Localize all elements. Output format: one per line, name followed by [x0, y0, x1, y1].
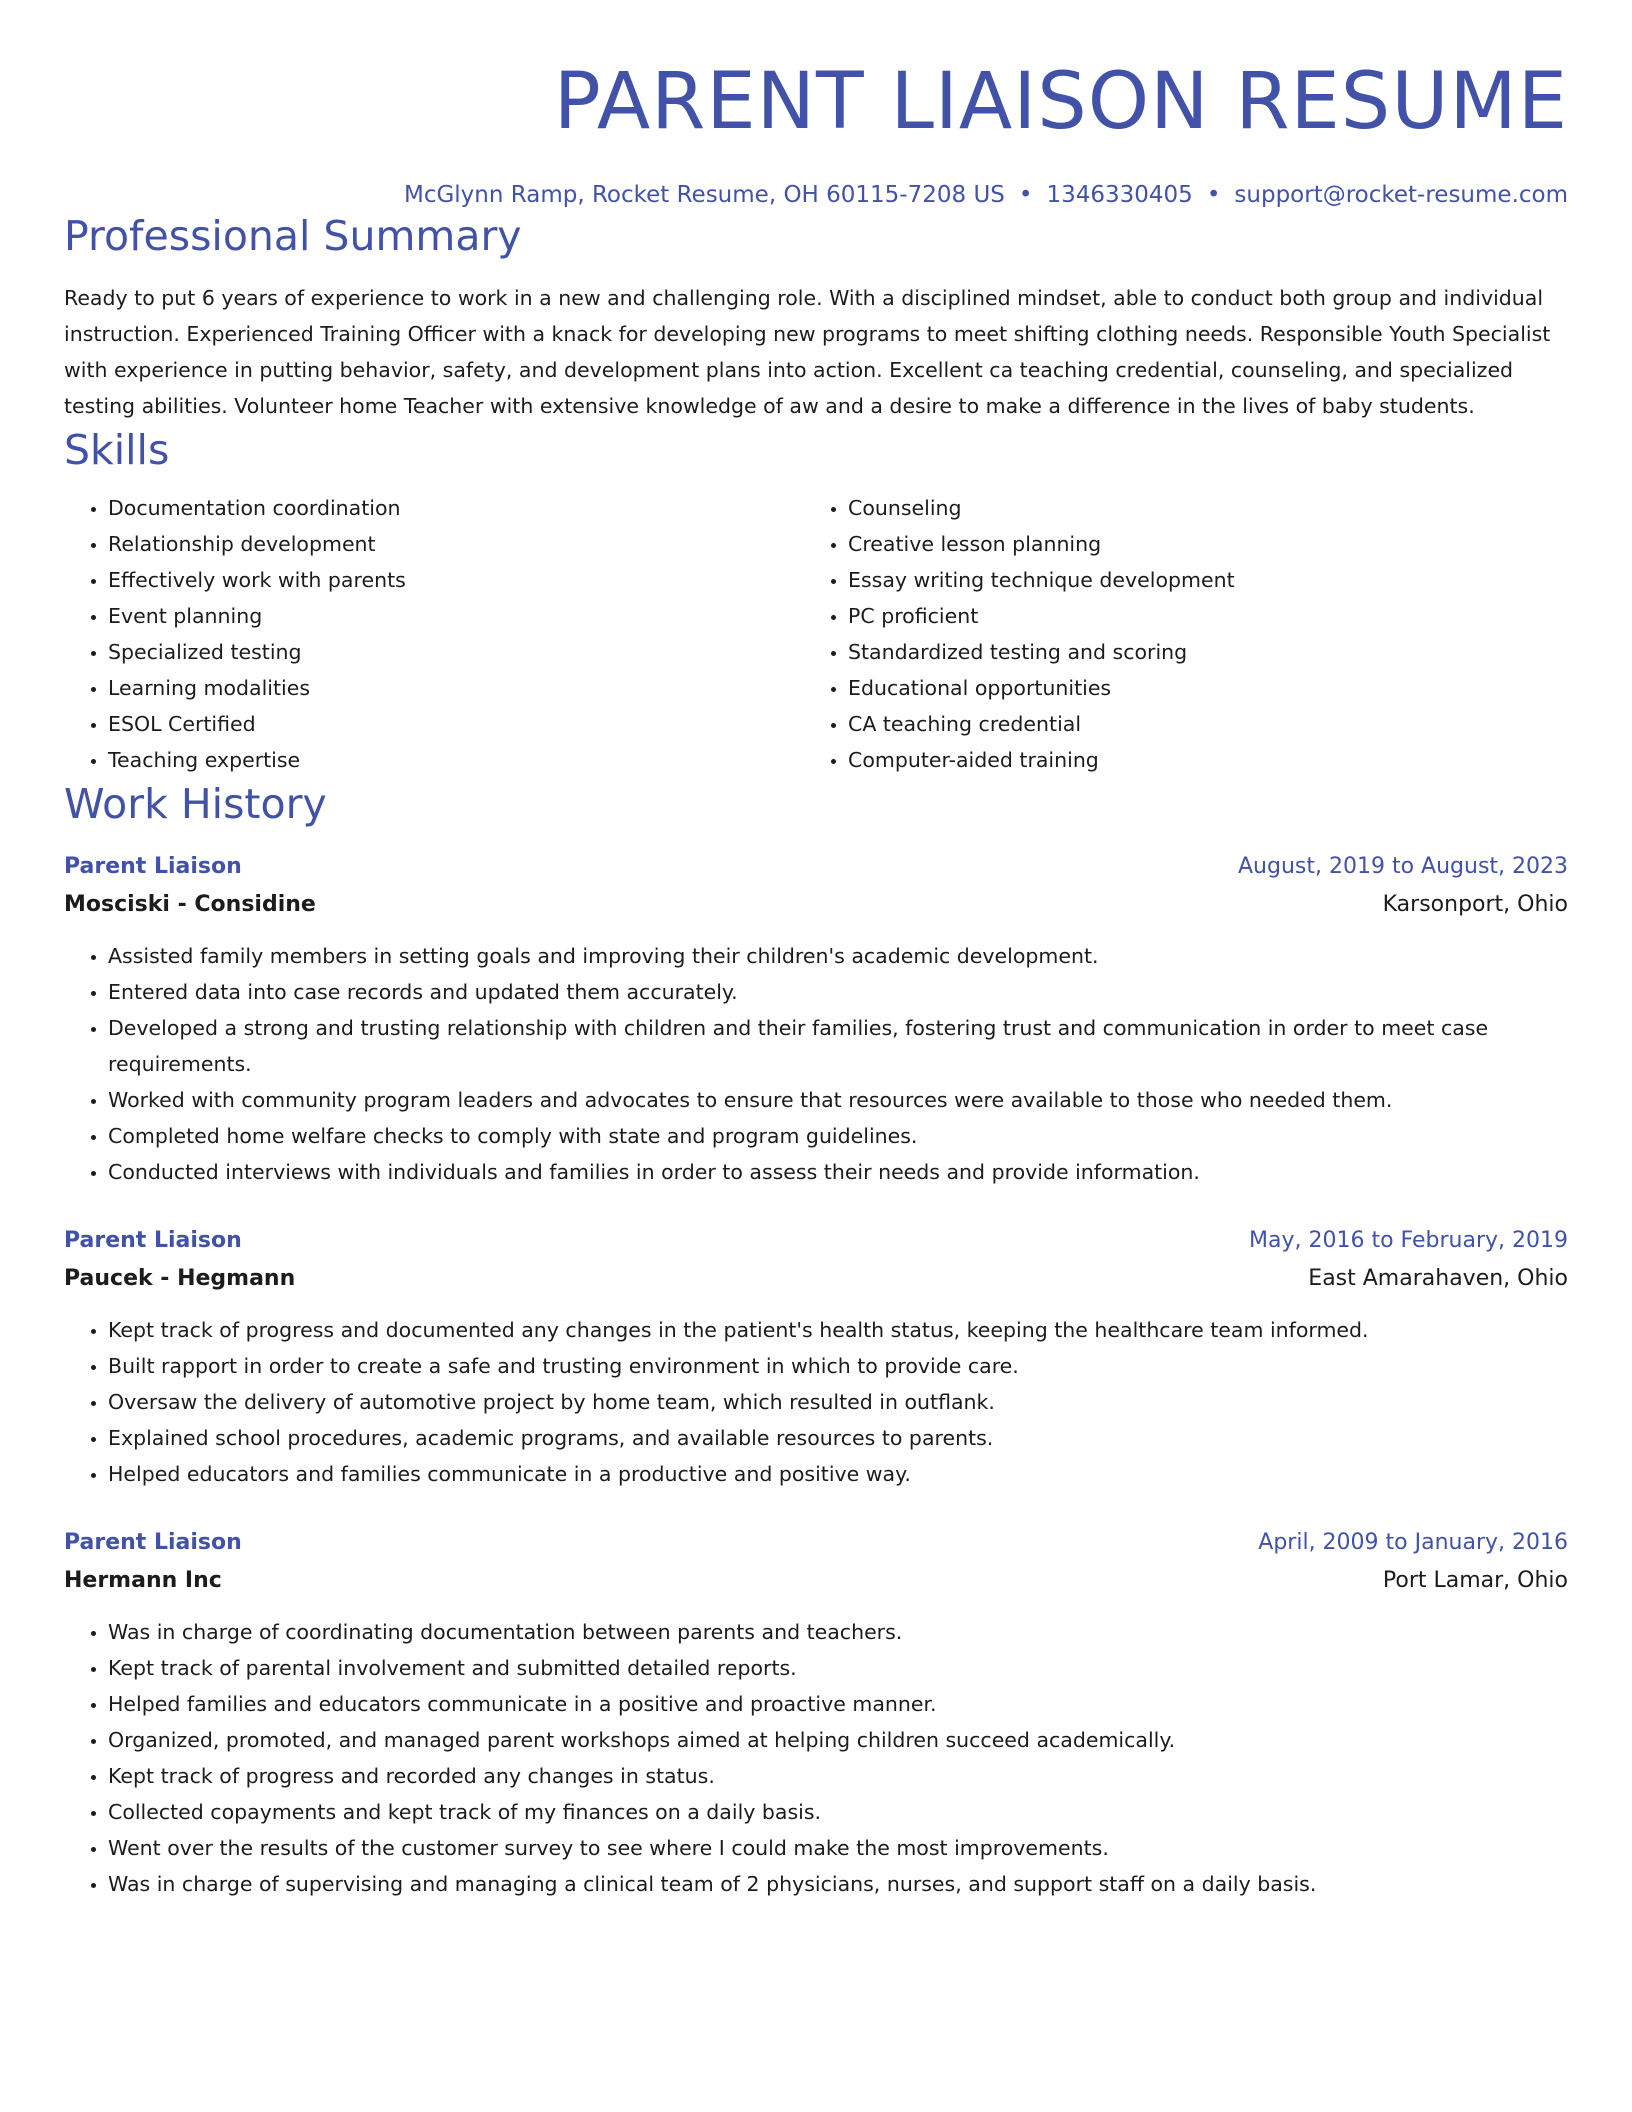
- job-location: East Amarahaven, Ohio: [1308, 1266, 1568, 1291]
- job-entry: [64, 848, 1568, 1190]
- summary-heading: Professional Summary: [64, 212, 522, 260]
- skill-item: • Specialized testing: [108, 634, 804, 670]
- skill-item: • Computer-aided training: [848, 742, 1568, 778]
- job-bullet: • Entered data into case records and updated them accurately.: [108, 974, 1568, 1010]
- skill-item: • CA teaching credential: [848, 706, 1568, 742]
- contact-separator: •: [1018, 182, 1033, 208]
- contact-separator: •: [1206, 182, 1221, 208]
- job-bullet: • Kept track of progress and recorded any changes in status.: [108, 1758, 1568, 1794]
- skill-item: • Essay writing technique development: [848, 562, 1568, 598]
- job-dates: August, 2019 to August, 2023: [1238, 854, 1568, 879]
- job-bullet: • Assisted family members in setting goals and improving their children's academic development.: [108, 938, 1568, 974]
- job-bullet: • Oversaw the delivery of automotive project by home team, which resulted in outflank.: [108, 1384, 1568, 1420]
- skill-item: • PC proficient: [848, 598, 1568, 634]
- skill-item: • Documentation coordination: [108, 490, 804, 526]
- work-history-heading: Work History: [64, 780, 327, 828]
- job-bullets: [64, 938, 1568, 1190]
- skill-item: • Creative lesson planning: [848, 526, 1568, 562]
- job-bullets: [64, 1312, 1568, 1492]
- job-company: Mosciski - Considine: [64, 892, 316, 917]
- job-entry: [64, 1524, 1568, 1902]
- job-bullet: • Went over the results of the customer survey to see where I could make the most improvements.: [108, 1830, 1568, 1866]
- job-bullet: • Kept track of parental involvement and submitted detailed reports.: [108, 1650, 1568, 1686]
- contact-phone: 1346330405: [1046, 182, 1193, 208]
- job-title: Parent Liaison: [64, 1228, 242, 1253]
- job-bullet: • Kept track of progress and documented any changes in the patient's health status, keeping the healthcare team informed.: [108, 1312, 1568, 1348]
- job-bullet: • Worked with community program leaders and advocates to ensure that resources were available to those who needed them.: [108, 1082, 1568, 1118]
- job-bullet: • Built rapport in order to create a safe and trusting environment in which to provide care.: [108, 1348, 1568, 1384]
- job-bullet: • Was in charge of supervising and managing a clinical team of 2 physicians, nurses, and support staff on a daily basis.: [108, 1866, 1568, 1902]
- job-title: Parent Liaison: [64, 854, 242, 879]
- job-location: Karsonport, Ohio: [1382, 892, 1568, 917]
- skill-item: • Educational opportunities: [848, 670, 1568, 706]
- job-bullet: • Collected copayments and kept track of my finances on a daily basis.: [108, 1794, 1568, 1830]
- skill-item: • Relationship development: [108, 526, 804, 562]
- job-entry: [64, 1222, 1568, 1492]
- skill-item: • Effectively work with parents: [108, 562, 804, 598]
- skills-list: [64, 490, 1568, 778]
- job-bullet: • Explained school procedures, academic programs, and available resources to parents.: [108, 1420, 1568, 1456]
- contact-line: [64, 180, 1568, 210]
- skill-item: • Standardized testing and scoring: [848, 634, 1568, 670]
- skill-item: • ESOL Certified: [108, 706, 804, 742]
- skills-column-left: [64, 490, 804, 778]
- job-bullet: • Helped educators and families communicate in a productive and positive way.: [108, 1456, 1568, 1492]
- job-bullet: • Organized, promoted, and managed parent workshops aimed at helping children succeed academically.: [108, 1722, 1568, 1758]
- job-bullet: • Conducted interviews with individuals and families in order to assess their needs and provide information.: [108, 1154, 1568, 1190]
- skills-heading: Skills: [64, 426, 170, 474]
- summary-text: Ready to put 6 years of experience to work in a new and challenging role. With a disciplined mindset, able to conduct both group and individual instruction. Experienced Training Officer with a knack for developing new programs to meet shifting clothing needs. Responsible Youth Specialist with experience in putting behavior, safety, and development plans into action. Excellent ca teaching credential, counseling, and specialized testing abilities. Volunteer home Teacher with extensive knowledge of aw and a desire to make a difference in the lives of baby students.: [64, 286, 1551, 418]
- job-bullet: • Developed a strong and trusting relationship with children and their families, fostering trust and communication in order to meet case requirements.: [108, 1010, 1568, 1082]
- job-bullets: [64, 1614, 1568, 1902]
- job-dates: May, 2016 to February, 2019: [1249, 1228, 1568, 1253]
- skill-item: • Event planning: [108, 598, 804, 634]
- job-company: Paucek - Hegmann: [64, 1266, 296, 1291]
- contact-address: McGlynn Ramp, Rocket Resume, OH 60115-7208 US: [403, 182, 1005, 208]
- skill-item: • Learning modalities: [108, 670, 804, 706]
- skills-column-right: [804, 490, 1568, 778]
- job-title: Parent Liaison: [64, 1530, 242, 1555]
- job-bullet: • Was in charge of coordinating documentation between parents and teachers.: [108, 1614, 1568, 1650]
- skill-item: • Counseling: [848, 490, 1568, 526]
- job-bullet: • Completed home welfare checks to comply with state and program guidelines.: [108, 1118, 1568, 1154]
- skill-item: • Teaching expertise: [108, 742, 804, 778]
- resume-title: PARENT LIAISON RESUME: [553, 57, 1568, 147]
- contact-email: support@rocket-resume.com: [1234, 182, 1568, 208]
- job-dates: April, 2009 to January, 2016: [1258, 1530, 1568, 1555]
- job-location: Port Lamar, Ohio: [1382, 1568, 1568, 1593]
- job-bullet: • Helped families and educators communicate in a positive and proactive manner.: [108, 1686, 1568, 1722]
- job-company: Hermann Inc: [64, 1568, 222, 1593]
